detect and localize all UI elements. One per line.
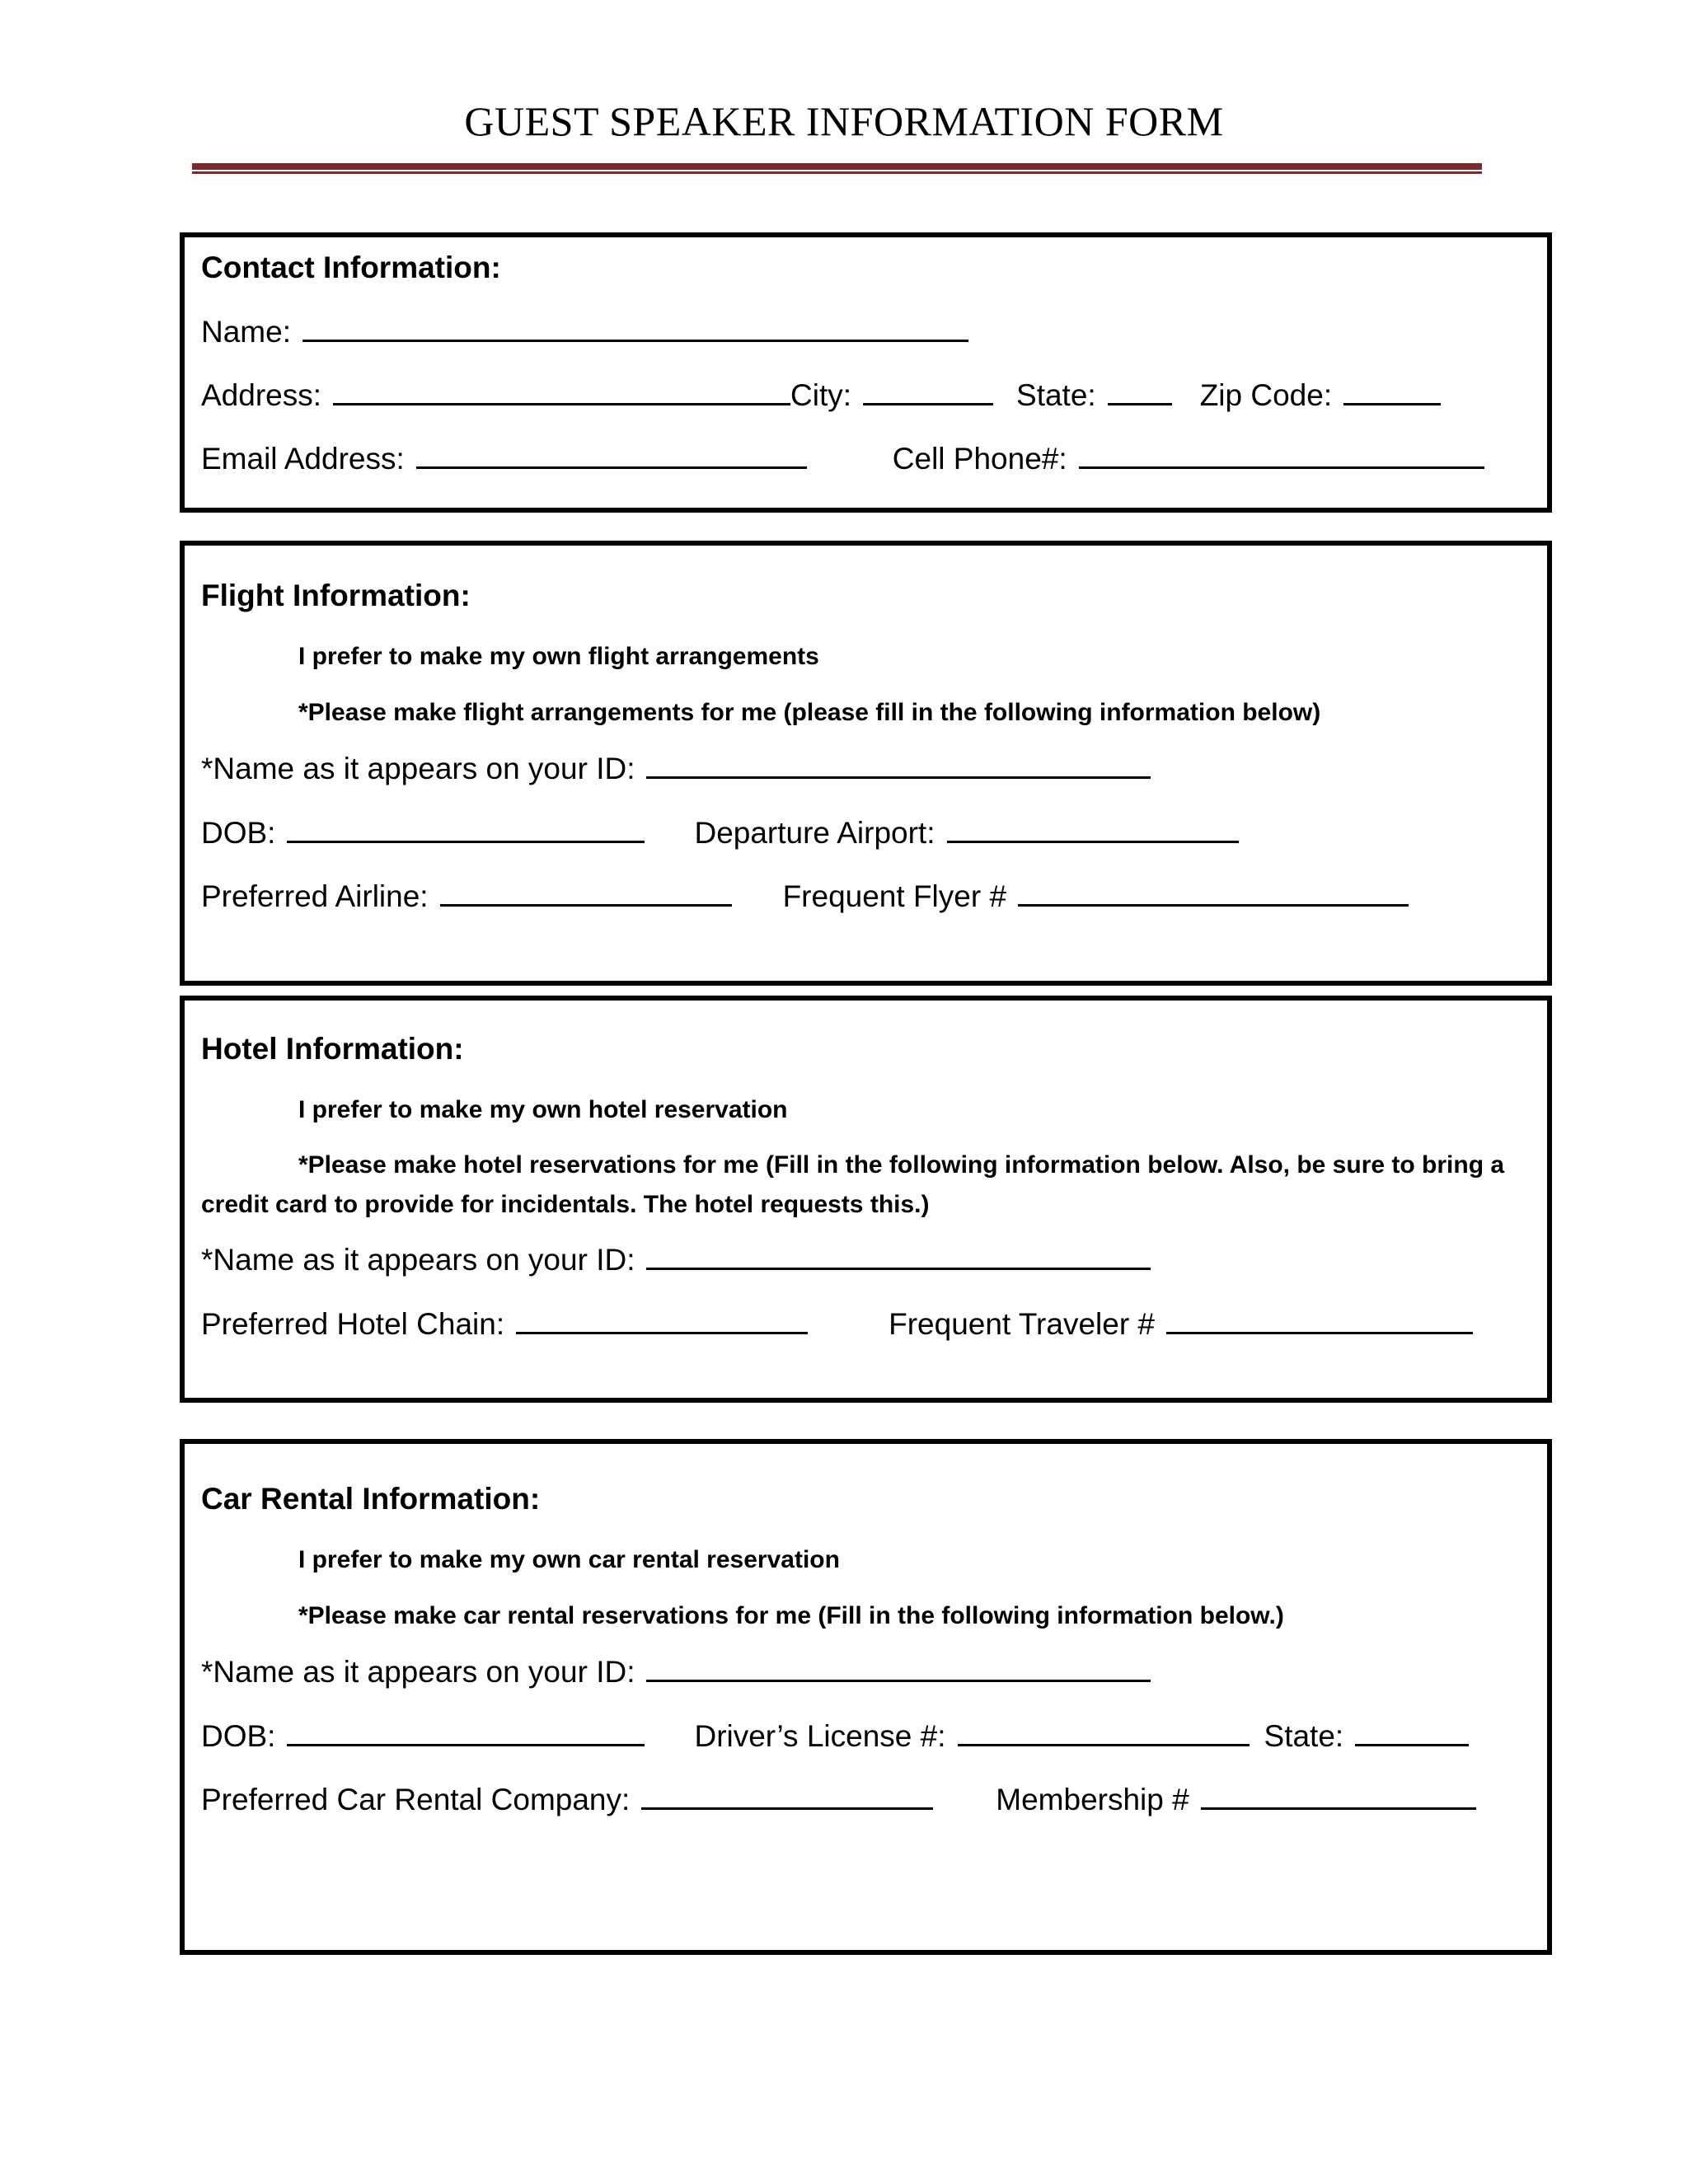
preferred-airline-field[interactable]	[440, 879, 732, 907]
car-option-arrange: *Please make car rental reservations for me (Fill in the following information below.)	[298, 1602, 1284, 1629]
contact-email-row	[201, 442, 1484, 476]
frequent-flyer-label: Frequent Flyer #	[782, 879, 1007, 913]
contact-state-label: State:	[1016, 378, 1096, 412]
drivers-license-label: Driver’s License #:	[694, 1719, 946, 1753]
preferred-hotel-chain-label: Preferred Hotel Chain:	[201, 1307, 505, 1341]
address-label: Address:	[201, 378, 322, 412]
car-company-row	[201, 1783, 1476, 1817]
car-id-name-label: *Name as it appears on your ID:	[201, 1655, 635, 1689]
email-label: Email Address:	[201, 442, 405, 476]
flight-section	[180, 541, 1552, 986]
departure-airport-label: Departure Airport:	[694, 816, 935, 850]
cell-phone-label: Cell Phone#:	[892, 442, 1067, 476]
cell-phone-field[interactable]	[1079, 442, 1484, 469]
hotel-option-arrange: *Please make hotel reservations for me (Fill in the following information below. Also, be sure to bring a credit card to provide for incidentals. The hotel requests this.)	[201, 1151, 1505, 1218]
car-id-name-row	[201, 1655, 1151, 1690]
drivers-license-field[interactable]	[958, 1719, 1250, 1746]
hotel-id-name-row	[201, 1243, 1151, 1277]
frequent-flyer-field[interactable]	[1018, 879, 1409, 907]
car-state-label: State:	[1264, 1719, 1344, 1753]
membership-field[interactable]	[1201, 1783, 1476, 1810]
flight-dob-row	[201, 816, 1239, 851]
car-id-name-field[interactable]	[646, 1655, 1151, 1682]
zip-label: Zip Code:	[1199, 378, 1333, 412]
car-dob-label: DOB:	[201, 1719, 276, 1753]
flight-id-name-row	[201, 752, 1151, 786]
contact-section-title: Contact Information:	[201, 251, 501, 284]
email-field[interactable]	[416, 442, 807, 469]
membership-label: Membership #	[996, 1783, 1189, 1816]
car-dob-field[interactable]	[287, 1719, 645, 1746]
flight-option-own: I prefer to make my own flight arrangements	[298, 643, 819, 670]
departure-airport-field[interactable]	[947, 816, 1239, 843]
page-title: GUEST SPEAKER INFORMATION FORM	[464, 98, 1224, 144]
frequent-traveler-field[interactable]	[1166, 1307, 1473, 1334]
name-label: Name:	[201, 315, 291, 349]
hotel-section-title: Hotel Information:	[201, 1032, 464, 1066]
hotel-id-name-label: *Name as it appears on your ID:	[201, 1243, 635, 1277]
name-field[interactable]	[302, 315, 968, 342]
hotel-id-name-field[interactable]	[646, 1243, 1151, 1270]
flight-id-name-field[interactable]	[646, 752, 1151, 779]
hotel-option-own: I prefer to make my own hotel reservation	[298, 1096, 788, 1123]
preferred-car-company-field[interactable]	[641, 1783, 933, 1810]
city-field[interactable]	[863, 378, 993, 405]
flight-option-arrange: *Please make flight arrangements for me (please fill in the following information below)	[298, 699, 1321, 726]
frequent-traveler-label: Frequent Traveler #	[889, 1307, 1156, 1341]
flight-dob-label: DOB:	[201, 816, 276, 850]
flight-dob-field[interactable]	[287, 816, 645, 843]
contact-address-row	[201, 378, 1441, 413]
car-rental-section-title: Car Rental Information:	[201, 1482, 541, 1516]
flight-section-title: Flight Information:	[201, 579, 471, 612]
title-divider	[192, 163, 1482, 175]
title-divider-thin	[192, 171, 1482, 174]
hotel-section	[180, 996, 1552, 1403]
preferred-airline-label: Preferred Airline:	[201, 879, 429, 913]
car-rental-section	[180, 1439, 1552, 1955]
hotel-chain-row	[201, 1307, 1473, 1342]
flight-airline-row	[201, 879, 1409, 914]
contact-section	[180, 232, 1552, 513]
preferred-car-company-label: Preferred Car Rental Company:	[201, 1783, 631, 1816]
contact-name-row	[201, 315, 968, 349]
city-label: City:	[790, 378, 852, 412]
address-field[interactable]	[333, 378, 790, 405]
car-option-own: I prefer to make my own car rental reservation	[298, 1546, 840, 1573]
title-divider-thick	[192, 163, 1482, 170]
contact-state-field[interactable]	[1108, 378, 1172, 405]
preferred-hotel-chain-field[interactable]	[516, 1307, 808, 1334]
car-dob-row	[201, 1719, 1469, 1754]
flight-id-name-label: *Name as it appears on your ID:	[201, 752, 635, 785]
zip-field[interactable]	[1343, 378, 1441, 405]
car-state-field[interactable]	[1355, 1719, 1469, 1746]
